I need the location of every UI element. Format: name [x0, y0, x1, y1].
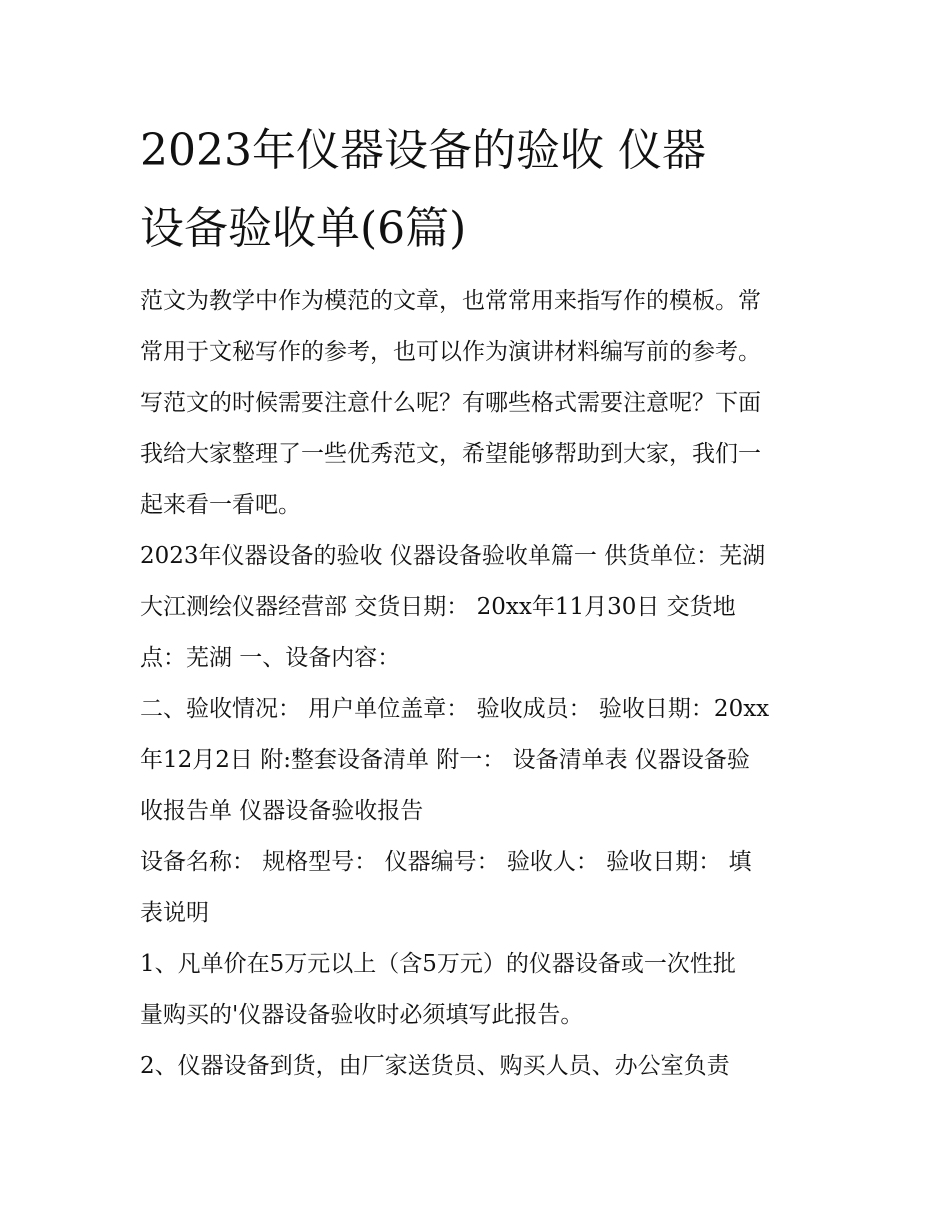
- paragraph-note-2: [140, 1041, 830, 1092]
- paragraph-note-1: [140, 939, 830, 1041]
- text-line: 2023年仪器设备的验收 仪器设备验收单篇一 供货单位：芜湖: [140, 543, 766, 569]
- paragraph-fields: [140, 837, 830, 939]
- text-line: 量购买的'仪器设备验收时必须填写此报告。: [140, 1002, 584, 1028]
- text-line: 范文为教学中作为模范的文章，也常常用来指写作的模板。常: [140, 288, 761, 314]
- text-line: 2、仪器设备到货，由厂家送货员、购买人员、办公室负责: [140, 1053, 730, 1079]
- document-body: [140, 276, 830, 1092]
- text-line: 设备名称： 规格型号： 仪器编号： 验收人： 验收日期： 填: [140, 849, 752, 875]
- text-line: 年12月2日 附:整套设备清单 附一： 设备清单表 仪器设备验: [140, 747, 750, 773]
- document-title: [140, 112, 820, 268]
- paragraph-acceptance: [140, 684, 830, 837]
- text-line: 我给大家整理了一些优秀范文，希望能够帮助到大家，我们一: [140, 441, 761, 467]
- text-line: 二、验收情况： 用户单位盖章： 验收成员： 验收日期：20xx: [140, 696, 770, 722]
- text-line: 写范文的时候需要注意什么呢？有哪些格式需要注意呢？下面: [140, 390, 761, 416]
- text-line: 收报告单 仪器设备验收报告: [140, 798, 424, 824]
- text-line: 大江测绘仪器经营部 交货日期： 20xx年11月30日 交货地: [140, 594, 736, 620]
- text-line: 点：芜湖 一、设备内容：: [140, 645, 401, 671]
- paragraph-supplier: [140, 531, 830, 684]
- text-line: 表说明: [140, 900, 209, 926]
- text-line: 起来看一看吧。: [140, 492, 301, 518]
- text-line: 1、凡单价在5万元以上（含5万元）的仪器设备或一次性批: [140, 951, 736, 977]
- text-line: 常用于文秘写作的参考，也可以作为演讲材料编写前的参考。: [140, 339, 761, 365]
- paragraph-intro: [140, 276, 830, 531]
- title-line: 设备验收单(6篇): [140, 203, 467, 254]
- title-line: 2023年仪器设备的验收 仪器: [140, 125, 706, 176]
